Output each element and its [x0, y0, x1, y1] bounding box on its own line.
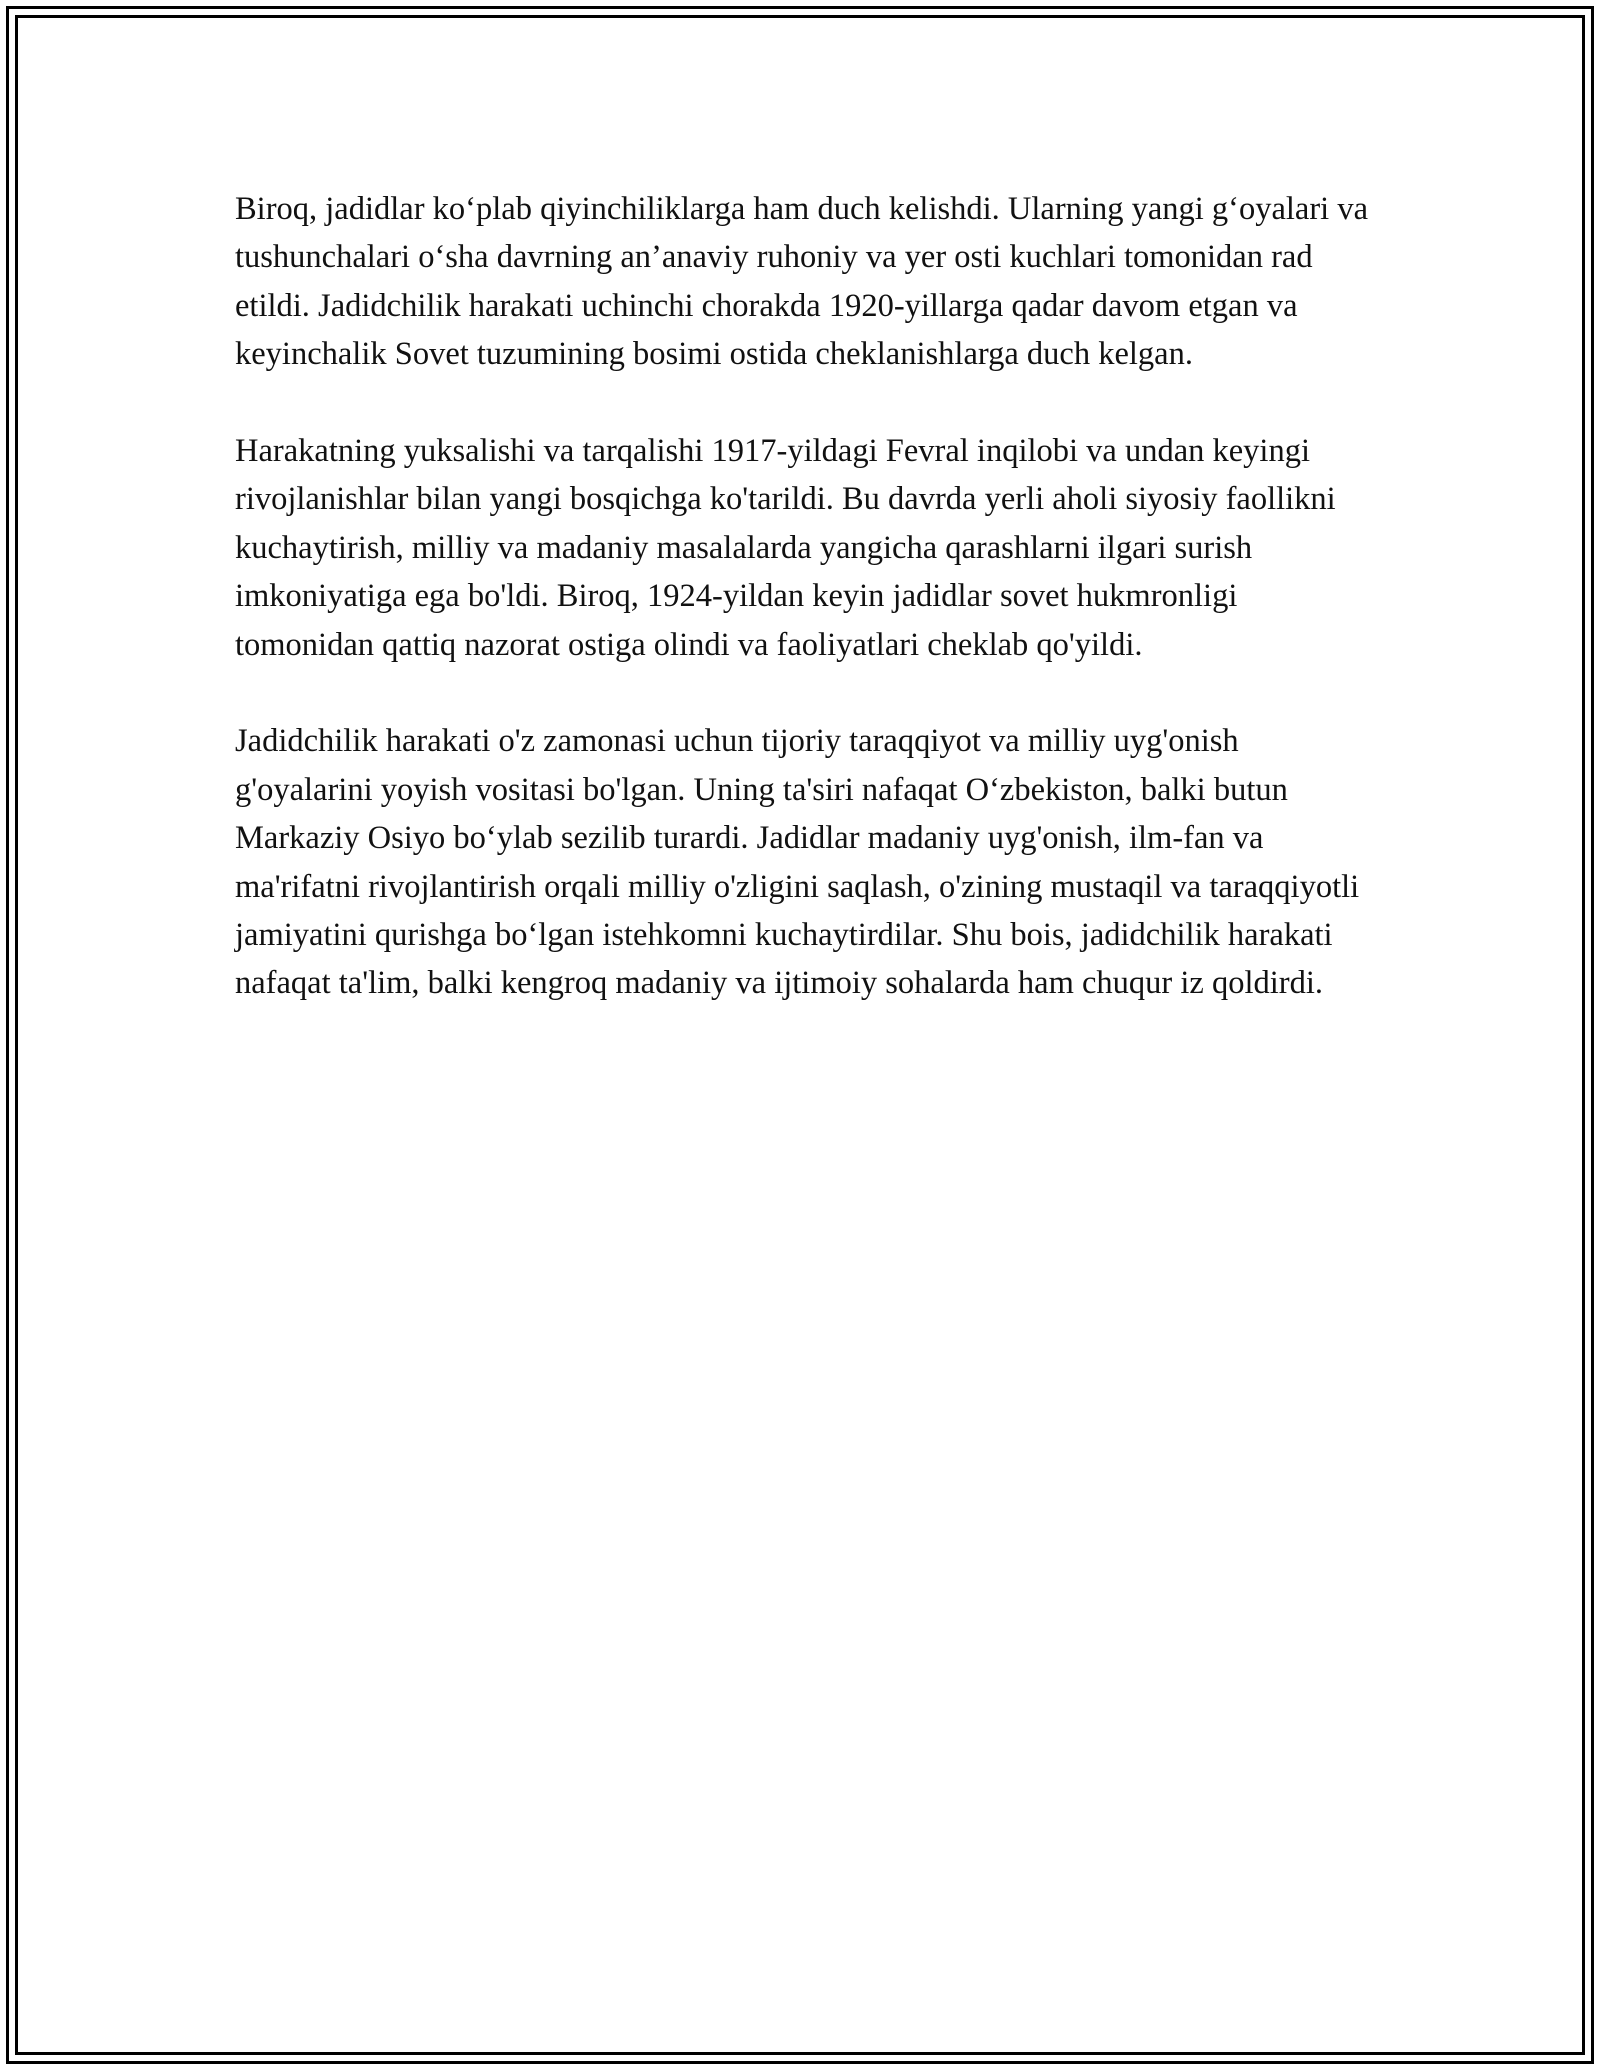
document-body — [235, 185, 1380, 1056]
paragraph-1: Biroq, jadidlar ko‘plab qiyinchiliklarga ham duch kelishdi. Ularning yangi g‘oyalari va tushunchalari o‘sha davrning an’anaviy ruhoniy va yer osti kuchlari tomonidan rad etildi. Jadidchilik harakati uchinchi chorakda 1920-yillarga qadar davom etgan va keyinchalik Sovet tuzumining bosimi ostida cheklanishlarga duch kelgan. — [235, 191, 1369, 373]
paragraph-2: Harakatning yuksalishi va tarqalishi 1917-yildagi Fevral inqilobi va undan keyingi rivojlanishlar bilan yangi bosqichga ko'tarildi. Bu davrda yerli aholi siyosiy faollikni kuchaytirish, milliy va madaniy masalalarda yangicha qarashlarni ilgari surish imkoniyatiga ega bo'ldi. Biroq, 1924-yildan keyin jadidlar sovet hukmronligi tomonidan qattiq nazorat ostiga olindi va faoliyatlari cheklab qo'yildi. — [235, 433, 1336, 663]
paragraph-3: Jadidchilik harakati o'z zamonasi uchun tijoriy taraqqiyot va milliy uyg'onish g'oyalarini yoyish vositasi bo'lgan. Uning ta'siri nafaqat O‘zbekiston, balki butun Markaziy Osiyo bo‘ylab sezilib turardi. Jadidlar madaniy uyg'onish, ilm-fan va ma'rifatni rivojlantirish orqali milliy o'zligini saqlash, o'zining mustaqil va taraqqiyotli jamiyatini qurishga bo‘lgan istehkomni kuchaytirdilar. Shu bois, jadidchilik harakati nafaqat ta'lim, balki kengroq madaniy va ijtimoiy sohalarda ham chuqur iz qoldirdi. — [235, 723, 1360, 1002]
